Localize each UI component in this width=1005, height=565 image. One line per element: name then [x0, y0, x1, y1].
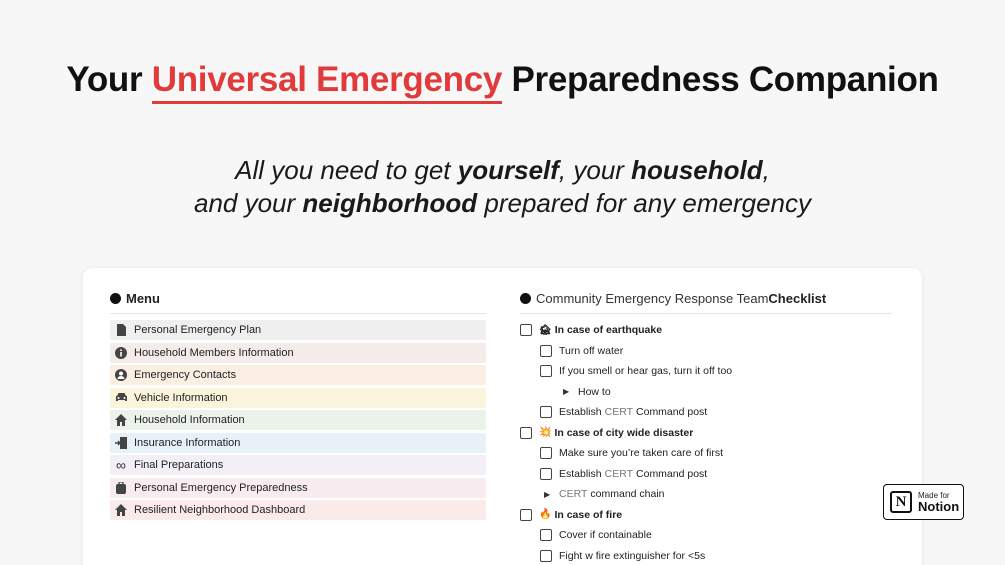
checklist-title — [520, 291, 826, 306]
checkbox[interactable] — [540, 365, 552, 377]
black-circle-icon — [520, 293, 531, 304]
cert-link[interactable]: CERT — [559, 488, 588, 501]
info-icon — [114, 346, 128, 360]
badge-line-2: Notion — [918, 498, 960, 514]
menu-item-label: Emergency Contacts — [134, 369, 237, 381]
checkbox[interactable] — [540, 550, 552, 562]
check-label: Establish — [559, 406, 602, 419]
subhead-bold-household: household — [631, 155, 763, 185]
checklist-title-text: Community Emergency Response Team — [536, 291, 769, 306]
check-item-fire[interactable] — [520, 505, 900, 526]
checkbox[interactable] — [540, 447, 552, 459]
checklist — [520, 320, 900, 565]
infinity-icon: ∞ — [116, 457, 126, 473]
check-label: Establish — [559, 467, 602, 480]
check-label: In case of earthquake — [554, 324, 663, 337]
menu-item-label: Final Preparations — [134, 459, 224, 471]
made-for-notion-badge[interactable] — [883, 484, 964, 520]
menu-item-label: Household Members Information — [134, 346, 294, 359]
subhead-text: , — [762, 155, 770, 185]
triangle-right-icon[interactable]: ▶ — [563, 387, 570, 397]
contact-icon — [114, 368, 128, 382]
check-item-cover[interactable] — [520, 525, 900, 546]
cert-link[interactable]: CERT — [604, 467, 634, 480]
checkbox[interactable] — [540, 345, 552, 357]
check-label: In case of fire — [554, 508, 623, 521]
subhead-text: prepared for any emergency — [477, 188, 811, 218]
menu-item-resilient-neighborhood-dashboard[interactable] — [110, 500, 486, 520]
headline-suffix: Preparedness Companion — [502, 60, 939, 99]
check-label: Turn off water — [559, 344, 624, 357]
checklist-title-bold: Checklist — [768, 291, 827, 306]
checkbox[interactable] — [540, 529, 552, 541]
subhead-bold-yourself: yourself — [457, 155, 559, 185]
check-item-gas[interactable] — [520, 361, 900, 382]
menu-item-label: Personal Emergency Plan — [134, 324, 262, 336]
menu-item-personal-emergency-plan[interactable] — [110, 320, 486, 340]
headline-prefix: Your — [66, 60, 152, 99]
check-item-establish-post-2[interactable] — [520, 464, 900, 485]
triangle-right-icon[interactable]: ▶ — [544, 489, 551, 499]
check-item-water[interactable] — [520, 341, 900, 362]
toggle-label: command chain — [590, 488, 665, 501]
subheadline — [0, 154, 1005, 220]
toggle-how-to[interactable] — [520, 382, 900, 403]
checkbox[interactable] — [520, 324, 532, 336]
check-label: Cover if containable — [559, 529, 652, 542]
menu-list — [110, 320, 486, 523]
menu-title — [110, 291, 160, 306]
check-label: Make sure you’re taken care of first — [559, 447, 723, 460]
toggle-label: How to — [578, 385, 611, 398]
check-item-earthquake[interactable] — [520, 320, 900, 341]
check-label: If you smell or hear gas, turn it off too — [559, 365, 733, 378]
subhead-line-2 — [0, 187, 1005, 220]
headline-accent: Universal Emergency — [152, 60, 502, 104]
check-item-city-disaster[interactable] — [520, 423, 900, 444]
check-item-fight[interactable] — [520, 546, 900, 565]
menu-item-label: Vehicle Information — [134, 391, 228, 404]
house-icon — [114, 413, 128, 427]
check-item-establish-post[interactable] — [520, 402, 900, 423]
checkbox[interactable] — [520, 427, 532, 439]
collision-icon: 💥 — [539, 427, 552, 439]
badge-text — [918, 491, 959, 514]
cert-link[interactable]: CERT — [604, 406, 634, 419]
menu-item-label: Insurance Information — [134, 436, 241, 449]
subhead-line-1 — [0, 154, 1005, 187]
check-label: Command post — [636, 406, 708, 419]
menu-item-label: Household Information — [134, 414, 245, 426]
toggle-command-chain[interactable] — [520, 484, 900, 505]
menu-item-household-information[interactable] — [110, 410, 486, 430]
check-label: Command post — [636, 467, 708, 480]
backpack-icon — [114, 481, 128, 495]
subhead-text: All you need to get — [235, 155, 458, 185]
fire-icon: 🔥 — [539, 509, 552, 521]
car-icon — [114, 391, 128, 405]
divider — [520, 313, 892, 314]
subhead-text: and your — [193, 188, 303, 218]
menu-item-household-members[interactable] — [110, 343, 486, 363]
menu-item-insurance-information[interactable] — [110, 433, 486, 453]
notion-preview-card — [83, 268, 922, 565]
checkbox[interactable] — [540, 468, 552, 480]
insurance-icon — [114, 436, 128, 450]
document-icon — [114, 323, 128, 337]
subhead-text: , your — [558, 155, 632, 185]
menu-item-label: Resilient Neighborhood Dashboard — [134, 504, 306, 516]
menu-item-final-preparations[interactable] — [110, 455, 486, 475]
notion-logo-icon: N — [890, 491, 912, 513]
black-circle-icon — [110, 293, 121, 304]
menu-title-text: Menu — [126, 291, 160, 306]
divider — [110, 313, 486, 314]
headline — [0, 60, 1005, 100]
check-label: Fight w fire extinguisher for <5s — [559, 549, 706, 562]
house-icon — [114, 503, 128, 517]
check-item-taken-care[interactable] — [520, 443, 900, 464]
menu-item-emergency-contacts[interactable] — [110, 365, 486, 385]
menu-item-label: Personal Emergency Preparedness — [134, 481, 308, 494]
menu-item-personal-emergency-preparedness[interactable] — [110, 478, 486, 498]
checkbox[interactable] — [520, 509, 532, 521]
house-crack-icon: 🏚 — [539, 324, 552, 336]
subhead-bold-neighborhood: neighborhood — [302, 188, 478, 218]
check-label: In case of city wide disaster — [554, 426, 694, 439]
badge-line-1: Made for — [918, 490, 950, 500]
menu-item-vehicle-information[interactable] — [110, 388, 486, 408]
checkbox[interactable] — [540, 406, 552, 418]
